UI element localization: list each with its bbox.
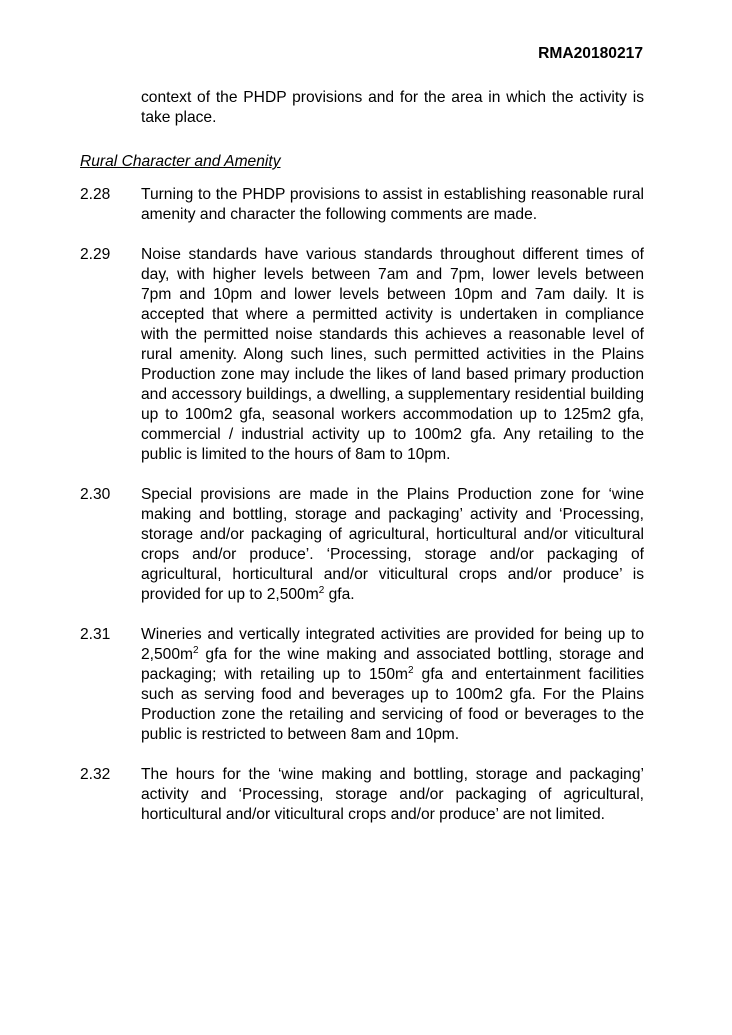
paragraph-number: 2.29 — [80, 246, 111, 263]
paragraph-text — [141, 625, 644, 745]
paragraph-2-28 — [80, 185, 644, 225]
paragraph-number: 2.32 — [80, 766, 111, 783]
text-segment: Wineries and vertically integrated activities are provided for being up to 2,500m — [141, 626, 644, 663]
superscript: 2 — [408, 664, 414, 676]
paragraph-text: Noise standards have various standards throughout different times of day, with higher levels between 7am and 7pm, lower levels between 7pm and 10pm and lower levels between 10pm and 7am daily. It is accepted that where a permitted activity is undertaken in compliance with the permitted noise standards this achieves a reasonable level of rural amenity. Along such lines, such permitted activities in the Plains Production zone may include the likes of land based primary production and accessory buildings, a dwelling, a supplementary residential building up to 100m2 gfa, seasonal workers accommodation up to 125m2 gfa, commercial / industrial activity up to 100m2 gfa. Any retailing to the public is limited to the hours of 8am to 10pm. — [141, 246, 644, 463]
paragraph-number: 2.30 — [80, 486, 111, 503]
document-reference: RMA20180217 — [538, 45, 643, 62]
paragraph-2-29 — [80, 245, 644, 465]
superscript: 2 — [318, 584, 325, 596]
paragraph-number: 2.28 — [80, 186, 111, 203]
continuation-text: context of the PHDP provisions and for the area in which the activity is take place. — [141, 89, 644, 126]
paragraph-2-32 — [80, 765, 644, 825]
paragraph-text: The hours for the ‘wine making and bottling, storage and packaging’ activity and ‘Processing, storage and/or packaging of agricultural, horticultural and/or viticultural crops and/or produce’ are not limited. — [141, 766, 644, 823]
text-segment: Special provisions are made in the Plains Production zone for ‘wine making and bottling, storage and packaging’ activity and ‘Processing, storage and/or packaging of agricultural, horticultural and/or viticultural crops and/or produce’. ‘Processing, storage and/or packaging of agricultural, horticultural and/or viticultural crops and/or produce’ is provided for up to 2,500m — [141, 486, 644, 603]
superscript: 2 — [193, 644, 199, 656]
paragraph-text: Turning to the PHDP provisions to assist in establishing reasonable rural amenity and character the following comments are made. — [141, 186, 644, 223]
text-segment: gfa and entertainment facilities such as serving food and beverages up to 100m2 gfa. For the Plains Production zone the retailing and servicing of food or beverages to the public is restricted to between 8am and 10pm. — [141, 666, 644, 743]
paragraph-2-31 — [80, 625, 644, 745]
text-segment: gfa. — [324, 586, 355, 603]
section-heading: Rural Character and Amenity — [80, 153, 281, 170]
text-segment: gfa for the wine making and associated bottling, storage and packaging; with retailing up to 150m — [141, 646, 644, 683]
paragraph-text — [141, 485, 644, 605]
paragraph-number: 2.31 — [80, 626, 111, 643]
paragraph-2-30 — [80, 485, 644, 605]
document-body — [80, 88, 644, 825]
